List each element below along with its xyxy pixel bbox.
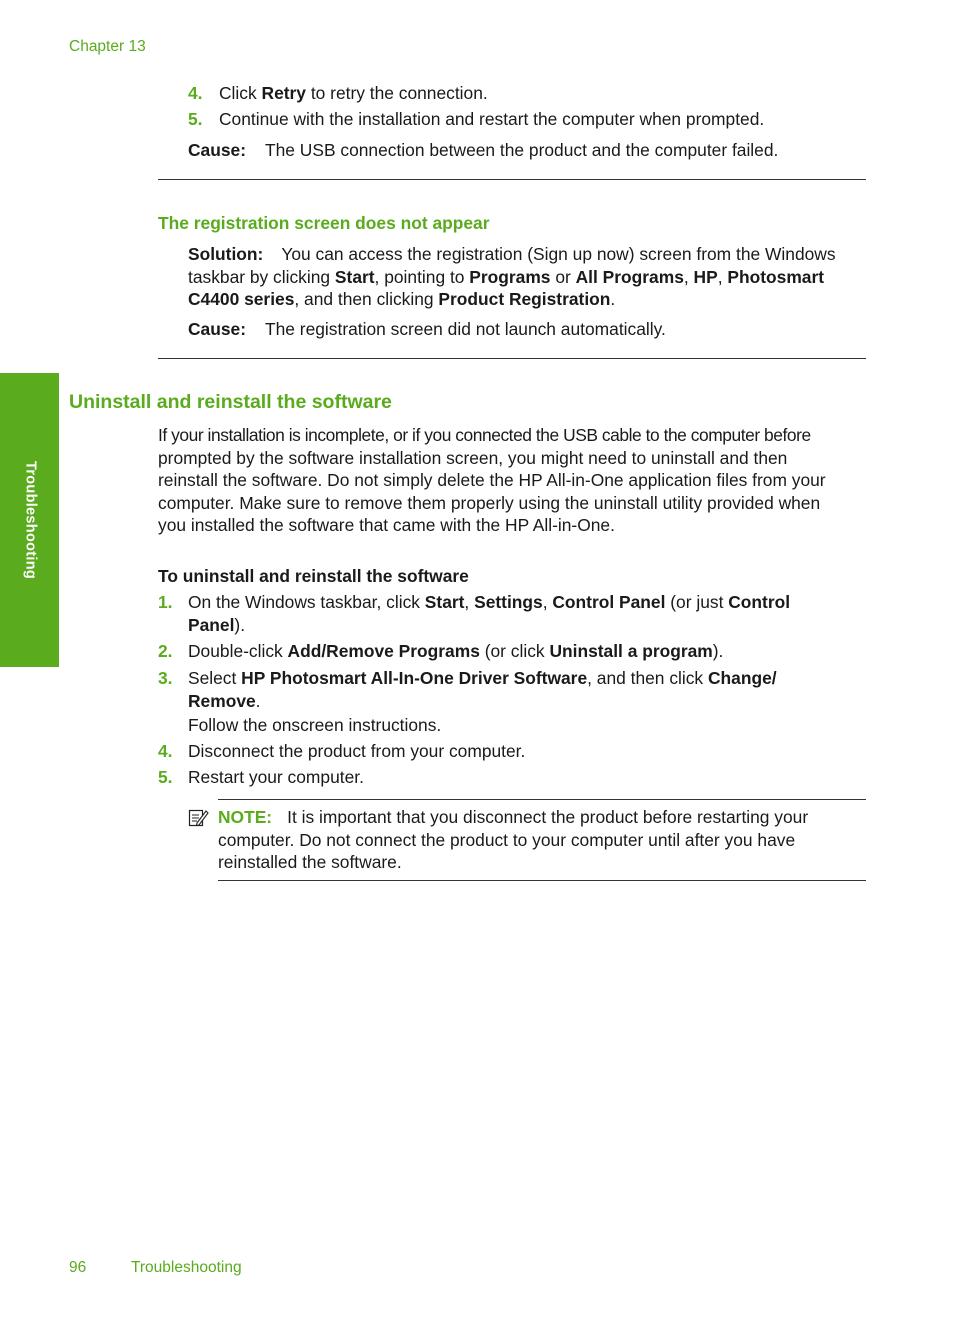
step-text: Click Retry to retry the connection. <box>219 83 488 103</box>
divider <box>158 358 866 359</box>
step-text: Disconnect the product from your computer. <box>188 741 526 761</box>
page-number: 96 <box>69 1259 87 1276</box>
step-number: 4. <box>188 83 203 103</box>
step-number: 1. <box>158 592 173 612</box>
section-heading: The registration screen does not appear <box>158 213 490 233</box>
intro-paragraph: If your installation is incomplete, or if you connected the USB cable to the computer before prompted by the software installation screen, you might need to uninstall and then reinstall the software. Do not simply delete the HP All-in-One application files from your computer. Make sure to remove them properly using the uninstall utility provided when you installed the software that came with the HP All-in-One. <box>158 425 826 535</box>
step-number: 5. <box>158 767 173 787</box>
cause-line: Cause: The registration screen did not launch automatically. <box>188 319 666 339</box>
step-number: 3. <box>158 668 173 688</box>
side-tab <box>0 373 59 667</box>
step-text: Continue with the installation and restart the computer when prompted. <box>219 109 765 129</box>
cause-line: Cause: The USB connection between the product and the computer failed. <box>188 140 779 160</box>
note-icon <box>188 807 210 829</box>
step-text: On the Windows taskbar, click Start, Settings, Control Panel (or just Control Panel). <box>188 592 791 635</box>
note-bottom-rule <box>218 880 866 881</box>
footer-section: Troubleshooting <box>131 1259 242 1276</box>
step-number: 2. <box>158 641 173 661</box>
step-text: Select HP Photosmart All-In-One Driver Software, and then click Change/ Remove. Follow the onscreen instructions. <box>188 668 777 735</box>
step-number: 5. <box>188 109 203 129</box>
procedure-heading: To uninstall and reinstall the software <box>158 566 469 586</box>
step-number: 4. <box>158 741 173 761</box>
note-text: NOTE: It is important that you disconnect the product before restarting your computer. Do not connect the product to your computer until after you have reinstalled the software. <box>218 807 809 872</box>
main-heading: Uninstall and reinstall the software <box>69 391 392 413</box>
step-text: Double-click Add/Remove Programs (or click Uninstall a program). <box>188 641 724 661</box>
side-tab-label: Troubleshooting <box>22 460 39 580</box>
divider <box>158 179 866 180</box>
solution-paragraph: Solution: You can access the registration (Sign up now) screen from the Windows taskbar by clicking Start, pointing to Programs or All Programs, HP, Photosmart C4400 series, and then clicking Product Registration. <box>188 244 836 309</box>
note-top-rule <box>218 799 866 800</box>
step-text: Restart your computer. <box>188 767 364 787</box>
chapter-label: Chapter 13 <box>69 38 146 55</box>
